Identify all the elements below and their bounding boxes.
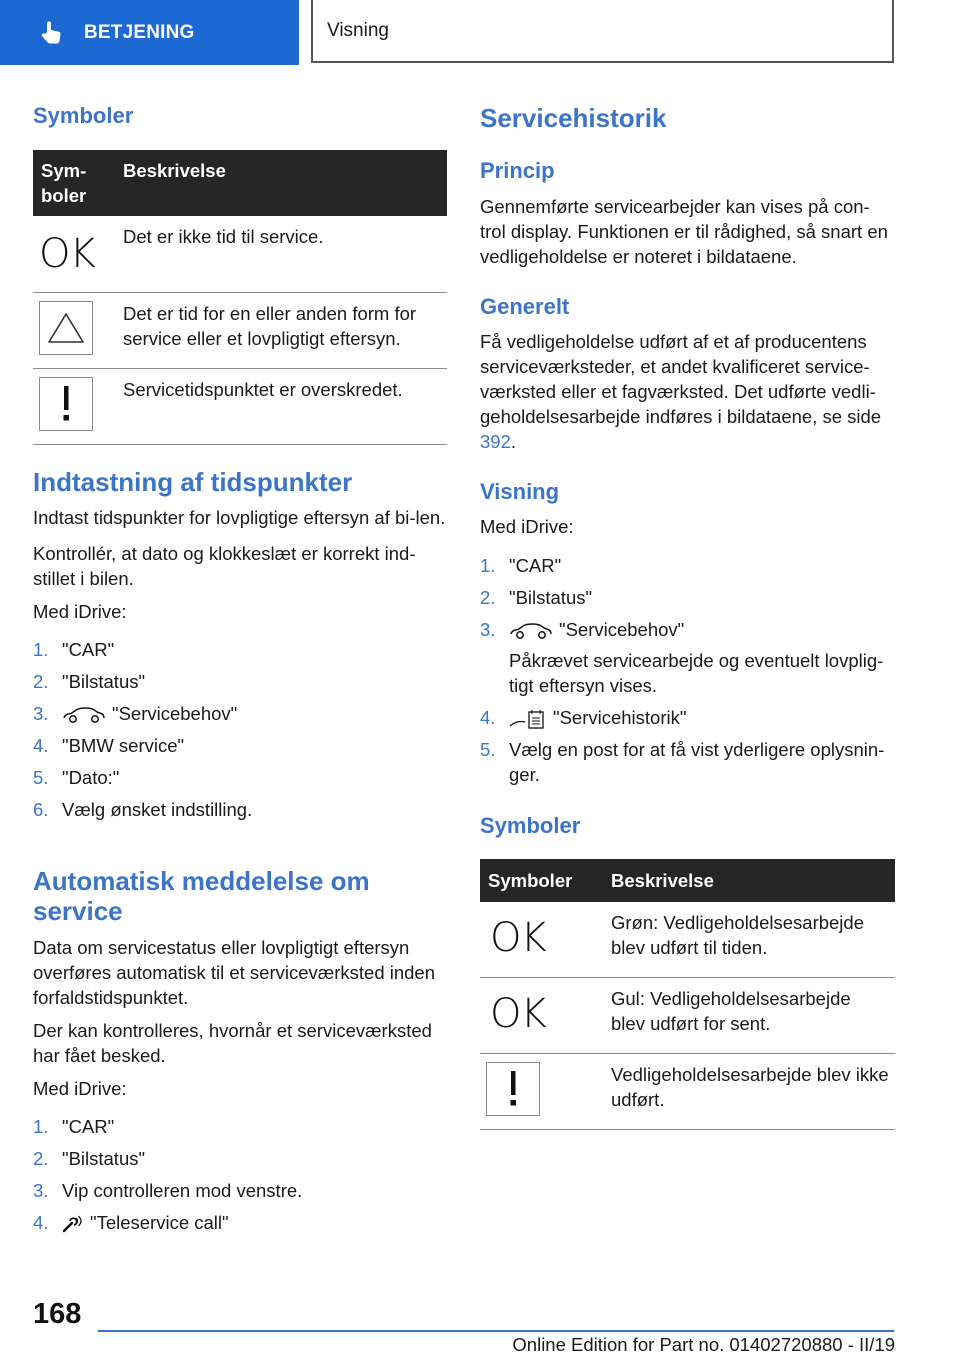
car-icon [509,622,553,640]
list-item: 3. "Servicebehov" [33,703,238,724]
paragraph: Der kan kontrolleres, hvornår et serviceværksted har fået besked. [33,1020,432,1066]
ok-symbol: OK [39,231,95,277]
symbol-cell [480,1053,603,1129]
hand-pointer-icon [38,19,66,47]
chapter-header [311,0,894,63]
symbol-cell [480,902,603,977]
list-item: 1. "CAR" [33,639,115,660]
symbol-cell [480,977,603,1053]
auto-section [33,935,447,1242]
table-row [480,902,895,977]
table-row [480,1053,895,1129]
table-row [33,292,447,368]
table-row [480,977,895,1053]
section-tab[interactable] [0,0,299,65]
table-header-symbols: Sym- boler [33,150,115,216]
visning-heading: Visning [480,479,560,504]
table-header-description: Beskrivelse [603,859,895,902]
princip-heading: Princip [480,158,555,183]
description-cell: Vedligeholdelsesarbejde blev ikke udført. [603,1053,895,1129]
princip-paragraph: Gennemførte servicearbejder kan vises på con-trol display. Funktionen er til rådighed, så snart en vedligeholdelse er noteret i bildataene. [480,196,888,267]
visning-steps [480,553,895,787]
symbols-table [33,150,447,445]
footer-divider [98,1330,894,1332]
description-cell: Det er tid for en eller anden form for service eller et lovpligtigt eftersyn. [115,292,447,368]
list-item: 2. "Bilstatus" [480,587,593,608]
table-row [33,368,447,444]
list-item: 4. "Servicehistorik" [480,705,895,730]
paragraph: Med iDrive: [33,1078,127,1099]
wrench-signal-icon [62,1214,84,1234]
warning-triangle-icon [39,301,93,355]
ok-symbol: OK [490,990,546,1037]
paragraph: Med iDrive: [33,601,127,622]
list-item: 2. "Bilstatus" [33,1148,146,1169]
paragraph: Kontrollér, at dato og klokkeslæt er korrekt ind-stillet i bilen. [33,543,416,589]
entry-steps [33,637,447,822]
table-header-description: Beskrivelse [115,150,447,216]
symbols-heading: Symboler [33,103,134,128]
list-item: 2. "Bilstatus" [33,671,146,692]
visning-section [480,514,895,794]
table-row [33,216,447,292]
symbol-cell [33,216,115,292]
paragraph: Data om servicestatus eller lovpligtigt eftersyn overføres automatisk til et serviceværksted inden forfaldstidspunktet. [33,937,436,1008]
edition-text: Online Edition for Part no. 01402720880 - II/19 [512,1334,895,1355]
symbol-cell [33,292,115,368]
list-item: 5. Vælg en post for at få vist yderligere oplysnin-ger. [480,739,885,786]
symbols-heading: Symboler [480,813,581,838]
car-icon [62,706,106,724]
exclamation-icon [486,1062,540,1116]
entry-section [33,505,447,829]
list-item: 5. "Dato:" [33,767,120,788]
chapter-title: Visning [327,19,389,41]
description-cell: Det er ikke tid til service. [115,216,447,292]
section-label: BETJENING [84,21,195,43]
description-cell: Servicetidspunktet er overskredet. [115,368,447,444]
list-item: 1. "CAR" [33,1116,115,1137]
auto-steps [33,1114,447,1235]
page-number: 168 [33,1298,82,1330]
symbol-cell [33,368,115,444]
generelt-heading: Generelt [480,294,570,319]
list-item: 3. "Servicebehov" Påkrævet servicearbejde og eventuelt lovplig-tigt eftersyn vises. [480,619,884,696]
entry-heading: Indtastning af tidspunkter [33,467,353,497]
list-item: 6. Vælg ønsket indstilling. [33,799,253,820]
paragraph: Indtast tidspunkter for lovpligtige eftersyn af bi-len. [33,507,446,528]
page-link[interactable]: 392 [480,431,511,452]
list-item: 4. "BMW service" [33,735,185,756]
generelt-paragraph: Få vedligeholdelse udført af et af producentens serviceværksteder, et andet kvalificeret service-værksted eller et fagværksted. Det udførte vedli-geholdelsesarbejde indføres i bildataene, se side 392. [480,331,882,452]
list-item: 4. "Teleservice call" [33,1212,229,1233]
description-cell: Grøn: Vedligeholdelsesarbejde blev udført til tiden. [603,902,895,977]
list-item: 3. Vip controlleren mod venstre. [33,1180,303,1201]
ok-symbol: OK [490,915,546,961]
history-symbols-table [480,859,895,1130]
table-header-symbols: Symboler [480,859,603,902]
paragraph: Med iDrive: [480,516,574,537]
auto-heading: Automatisk meddelelse om service [33,866,370,926]
list-item: 1. "CAR" [480,555,562,576]
service-history-icon [509,708,547,730]
exclamation-icon [39,377,93,431]
description-cell: Gul: Vedligeholdelsesarbejde blev udført for sent. [603,977,895,1053]
service-history-heading: Servicehistorik [480,103,667,133]
